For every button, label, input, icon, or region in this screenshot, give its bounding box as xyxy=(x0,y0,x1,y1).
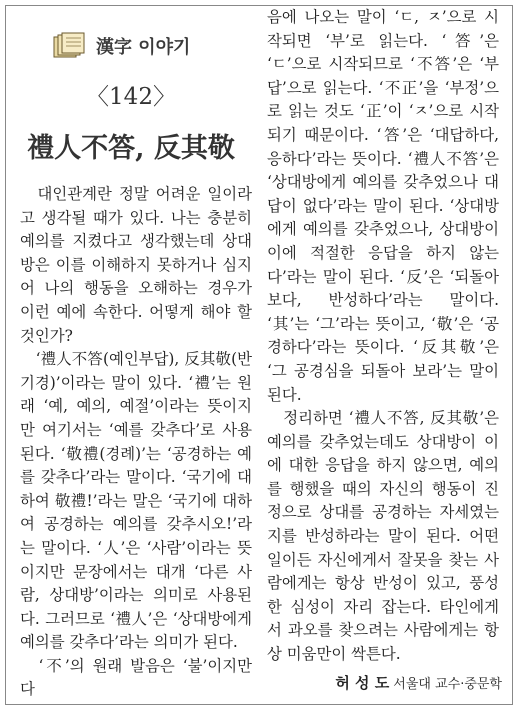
author-affiliation: 서울대 교수·중문학 xyxy=(393,677,502,692)
column-title: 漢字 이야기 xyxy=(96,37,191,58)
author-name: 허 성 도 xyxy=(335,674,390,692)
column-number: 〈142〉 xyxy=(86,84,176,110)
paragraph: 음에 나오는 말이 ‘ㄷ, ㅈ’으로 시작되면 ‘부’로 읽는다. ‘答’은 ‘ㄷ’으로 시작되므로 ‘不答’은 ‘부답’으로 읽는다. ‘不正’을 ‘부정’으로 읽는 것도 ‘正’이 ‘ㅈ’으로 시작되기 때문이다. ‘答’은 ‘대답하다, 응하다’라는 뜻이다. ‘禮人不答’은 ‘상대방에게 예의를 갖추었으나 대답이 없다’라는 말이 된다. ‘상대방에게 예의를 갖추었으나, 상대방이 이에 적절한 응답을 하지 않는다’라는 말이 된다. ‘反’은 ‘되돌아보다, 반성하다’라는 말이다. ‘其’는 ‘그’라는 뜻이고, ‘敬’은 ‘공경하다’라는 뜻이다. ‘反其敬’은 ‘그 공경심을 되돌아 보라’는 말이 된다. xyxy=(267,8,499,404)
paragraph: 정리하면 ‘禮人不答, 反其敬’은 예의를 갖추었는데도 상대방이 이에 대한 응답을 하지 않으면, 예의를 행했을 때의 자신의 행동이 진정으로 상대를 공경하는 자세였는지를 반성하라는 말이 된다. 어떤 일이든 자신에게서 잘못을 찾는 사람에게는 항상 반성이 있고, 풍성한 심성이 자리 잡는다. 타인에게서 과오를 찾으려는 사람에게는 항상 미움만이 싹튼다. xyxy=(267,409,499,664)
paragraph: ‘禮人不答(예인부답), 反其敬(반기경)’이라는 말이 있다. ‘禮’는 원래 ‘예, 예의, 예절’이라는 뜻이지만 여기서는 ‘예를 갖추다’로 사용된다. ‘敬禮(경례)’는 ‘공경하는 예를 갖추다’라는 말이다. ‘국기에 대하여 敬禮!’라는 말은 ‘국기에 대하여 공경하는 예의를 갖추시오!’라는 말이다. ‘人’은 ‘사람’이라는 뜻이지만 문장에서는 대개 ‘다른 사람, 상대방’이라는 의미로 사용된다. 그러므로 ‘禮人’은 ‘상대방에게 예의를 갖추다’라는 의미가 된다. xyxy=(20,350,252,652)
headline: 禮人不答, 反其敬 xyxy=(27,133,235,164)
column-header xyxy=(52,30,190,62)
body-right-column xyxy=(267,6,499,667)
paragraph: 대인관계란 정말 어려운 일이라고 생각될 때가 있다. 나는 충분히 예의를 지켰다고 생각했는데 상대방은 이를 이해하지 못하거나 심지어 나의 행동을 오해하는 경우가 이런 예에 속한다. 어떻게 해야 할 것인가? xyxy=(20,185,252,345)
byline xyxy=(335,672,502,693)
paper-scroll-icon xyxy=(52,32,86,60)
body-left-column xyxy=(20,183,252,702)
paragraph: ‘不’의 원래 발음은 ‘불’이지만 다 xyxy=(20,656,252,699)
